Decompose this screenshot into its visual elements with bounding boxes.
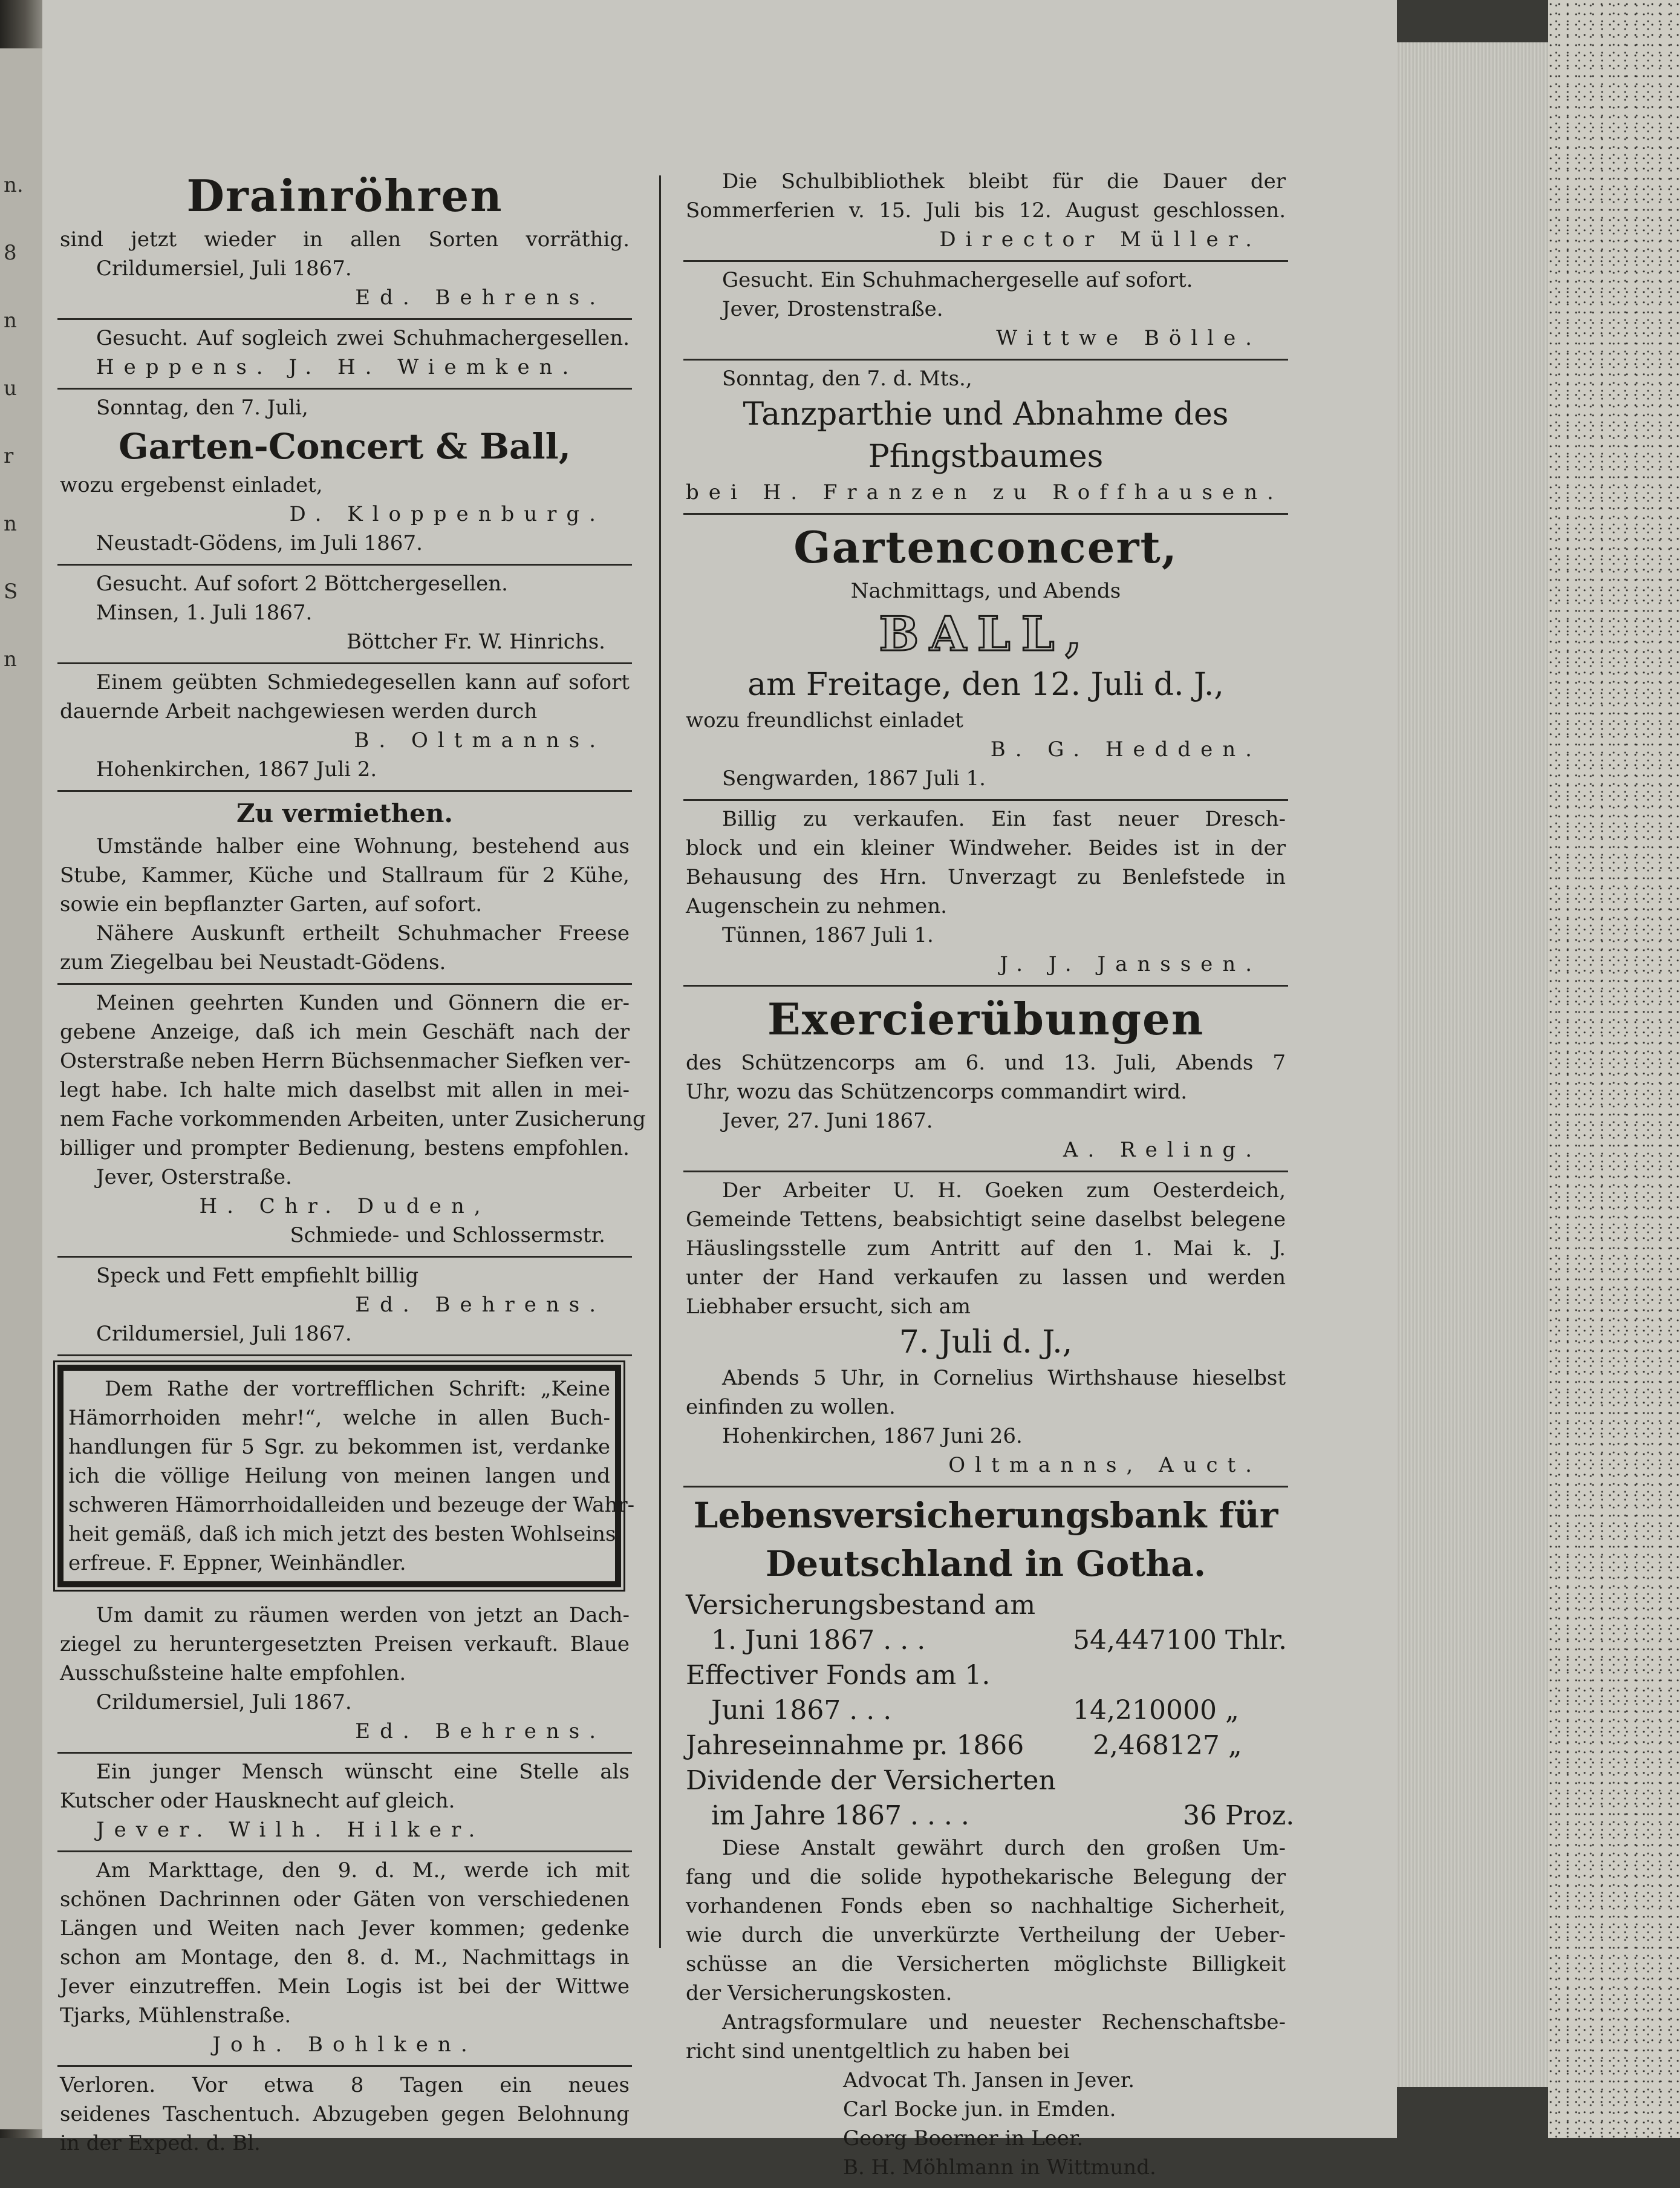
table-row: [686, 1623, 1286, 1658]
text-line: Der Arbeiter U. H. Goeken zum Oesterdeich,: [722, 1178, 1286, 1203]
text-line: Joh. Bohlken.: [212, 2033, 477, 2057]
text-line: Ein junger Mensch wünscht eine Stelle als: [96, 1760, 630, 1784]
table-cell-unit: [1227, 1763, 1286, 1798]
ad-dreschblock: [683, 801, 1288, 987]
text-line: Sonntag, den 7. Juli,: [96, 396, 308, 420]
text-line: billiger und prompter Bedienung, bestens empfohlen.: [60, 1136, 630, 1160]
text-line: block und ein kleiner Windweher. Beides ist in der: [686, 836, 1286, 860]
right-column: [683, 163, 1295, 2188]
text-line: Jever, Drostenstraße.: [722, 297, 943, 321]
text-line: legt habe. Ich halte mich daselbst mit allen in mei-: [60, 1078, 630, 1102]
prev-page-fragment: n: [4, 512, 17, 536]
ad-schmiedegeselle: [57, 664, 632, 792]
table-cell-lbl: Versicherungsbestand am: [686, 1590, 1036, 1621]
text-line: Nachmittags, und Abends: [850, 579, 1121, 603]
text-line: gebene Anzeige, daß ich mein Geschäft nach der: [60, 1020, 630, 1044]
ad-lebensversicherung: [683, 1488, 1295, 2188]
table-row: [686, 1658, 1286, 1693]
text-line: Hämorrhoiden mehr!“, welche in allen Buch-: [68, 1406, 610, 1430]
prev-page-fragment: n: [4, 647, 17, 671]
text-line: wozu ergebenst einladet,: [60, 473, 323, 497]
text-line: Stube, Kammer, Küche und Stallraum für 2 Kühe,: [60, 863, 630, 887]
text-line: wozu freundlichst einladet: [686, 708, 963, 733]
text-line: Schmiede- und Schlossermstr.: [290, 1223, 605, 1247]
text-line: Georg Boerner in Leer.: [843, 2126, 1084, 2150]
ad-garten-concert: [57, 390, 632, 566]
text-line: Behausung des Hrn. Unverzagt zu Benlefstede in: [686, 865, 1286, 889]
text-line: schüsse an die Versicherten möglichste Billigkeit: [686, 1952, 1286, 1976]
text-line: schon am Montage, den 8. d. M., Nachmittags in: [60, 1945, 630, 1970]
text-line: Ed. Behrens.: [355, 1293, 605, 1317]
page-stack-edge: [1397, 42, 1552, 2087]
column-divider: [659, 175, 661, 1948]
text-line: Gesucht. Ein Schuhmachergeselle auf sofort.: [722, 268, 1193, 292]
text-line: zum Ziegelbau bei Neustadt-Gödens.: [60, 950, 446, 975]
text-line: ich die völlige Heilung von meinen langen und: [68, 1464, 610, 1488]
text-line: Ausschußsteine halte empfohlen.: [60, 1661, 406, 1685]
text-line: Nähere Auskunft ertheilt Schuhmacher Freese: [96, 921, 630, 945]
ad-gesucht-boettcher: [57, 566, 632, 664]
text-line: Hohenkirchen, 1867 Juli 2.: [96, 757, 377, 782]
text-line: nem Fache vorkommenden Arbeiten, unter Zusicherung: [60, 1107, 646, 1131]
prev-page-fragment: n: [4, 309, 17, 333]
text-line: Gesucht. Auf sofort 2 Böttchergesellen.: [96, 572, 508, 596]
text-line: einfinden zu wollen.: [686, 1395, 896, 1419]
text-line: des Schützencorps am 6. und 13. Juli, Abends 7: [686, 1051, 1286, 1075]
text-line: richt sind unentgeltlich zu haben bei: [686, 2039, 1070, 2063]
ad-exercieruebungen: [683, 987, 1288, 1172]
text-line: Billig zu verkaufen. Ein fast neuer Dresch-: [722, 807, 1286, 831]
table-cell-lbl: im Jahre 1867 . . . .: [686, 1800, 969, 1831]
table-row: [686, 1728, 1286, 1763]
table-cell-lbl: Effectiver Fonds am 1.: [686, 1660, 991, 1691]
ad-haemorrhoiden: [57, 1365, 635, 1587]
text-line: Gesucht. Auf sogleich zwei Schuhmachergesellen.: [96, 326, 630, 350]
text-line: Ed. Behrens.: [355, 1719, 605, 1743]
text-line: fang und die solide hypothekarische Belegung der: [686, 1865, 1286, 1889]
text-line: Exercierübungen: [767, 993, 1205, 1045]
text-line: am Freitage, den 12. Juli d. J.,: [747, 667, 1224, 703]
text-line: Heppens. J. H. Wiemken.: [96, 355, 579, 379]
table-cell-val: 36: [1183, 1800, 1217, 1831]
text-line: Häuslingsstelle zum Antritt auf den 1. Mai k. J.: [686, 1236, 1286, 1261]
book-cover: [1548, 0, 1680, 2138]
text-line: Sonntag, den 7. d. Mts.,: [722, 367, 972, 391]
table-row: [686, 1588, 1286, 1623]
text-line: D. Kloppenburg.: [289, 502, 605, 526]
text-line: Jever einzutreffen. Mein Logis ist bei der Wittwe: [60, 1974, 630, 1999]
text-line: sowie ein bepflanzter Garten, auf sofort.: [60, 892, 483, 916]
previous-page-edge: [0, 48, 42, 2129]
prev-page-fragment: S: [4, 580, 18, 604]
ad-speck: [57, 1258, 632, 1356]
text-line: Jever, 27. Juni 1867.: [722, 1109, 933, 1133]
ad-gartenconcert: [683, 515, 1288, 801]
text-line: Sommerferien v. 15. Juli bis 12. August geschlossen.: [686, 198, 1286, 223]
table-cell-lbl: 1. Juni 1867 . . .: [686, 1625, 926, 1656]
ad-gesucht-schuhmacher: [57, 320, 632, 390]
text-line: ziegel zu heruntergesetzten Preisen verkauft. Blaue: [60, 1632, 630, 1656]
text-line: Ed. Behrens.: [355, 286, 605, 310]
text-line: Advocat Th. Jansen in Jever.: [843, 2068, 1135, 2092]
table-cell-val: 2,468127: [1092, 1730, 1220, 1761]
text-line: B. G. Hedden.: [990, 737, 1262, 762]
text-line: BALL,: [879, 607, 1093, 662]
table-cell-unit: Proz.: [1225, 1800, 1295, 1831]
table-cell-lbl: Juni 1867 . . .: [686, 1695, 892, 1726]
text-line: Längen und Weiten nach Jever kommen; gedenke: [60, 1916, 630, 1941]
ad-tanzparthie: [683, 361, 1288, 515]
text-line: 7. Juli d. J.,: [899, 1324, 1073, 1360]
table-cell-unit: [1217, 1658, 1286, 1693]
text-line: erfreue. F. Eppner, Weinhändler.: [68, 1551, 406, 1575]
text-line: Minsen, 1. Juli 1867.: [96, 601, 313, 625]
text-line: der Versicherungskosten.: [686, 1981, 952, 2005]
text-line: Gartenconcert,: [793, 521, 1178, 573]
text-line: Tünnen, 1867 Juli 1.: [722, 923, 934, 947]
ad-goeken: [683, 1172, 1288, 1488]
table-cell-val: [1035, 1588, 1222, 1623]
text-line: Pfingstbaumes: [868, 439, 1104, 475]
text-line: B. H. Möhlmann in Wittmund.: [843, 2155, 1156, 2180]
text-line: H. Chr. Duden,: [199, 1194, 490, 1218]
text-line: A. Reling.: [1063, 1138, 1262, 1162]
table-cell-unit: „: [1225, 1695, 1239, 1726]
ad-gesucht-schuhmachergeselle: [683, 262, 1288, 361]
text-line: unter der Hand verkaufen zu lassen und werden: [686, 1265, 1286, 1290]
text-line: Carl Bocke jun. in Emden.: [843, 2097, 1116, 2121]
prev-page-fragment: r: [4, 444, 14, 468]
prev-page-fragment: 8: [4, 241, 17, 265]
table-cell-unit: [1222, 1588, 1286, 1623]
text-line: Augenschein zu nehmen.: [686, 894, 947, 918]
text-line: dauernde Arbeit nachgewiesen werden durch: [60, 699, 538, 723]
ad-junger-mensch: [57, 1754, 632, 1852]
text-line: Hohenkirchen, 1867 Juni 26.: [722, 1424, 1023, 1448]
text-line: J. J. Janssen.: [1000, 952, 1262, 976]
text-line: schweren Hämorrhoidalleiden und bezeuge der Wahr-: [68, 1493, 635, 1517]
text-line: Liebhaber ersucht, sich am: [686, 1295, 971, 1319]
text-line: Dem Rathe der vortrefflichen Schrift: „Keine: [105, 1377, 610, 1401]
table-cell-lbl: Dividende der Versicherten: [686, 1765, 1056, 1796]
text-line: Umstände halber eine Wohnung, bestehend aus: [96, 834, 630, 858]
text-line: B. Oltmanns.: [354, 728, 605, 753]
text-line: Speck und Fett empfiehlt billig: [96, 1264, 419, 1288]
text-line: Oltmanns, Auct.: [948, 1453, 1262, 1477]
text-line: heit gemäß, daß ich mich jetzt des besten Wohlseins: [68, 1522, 616, 1546]
text-line: Einem geübten Schmiedegesellen kann auf sofort: [96, 670, 630, 694]
text-line: Gemeinde Tettens, beabsichtigt seine daselbst belegene: [686, 1207, 1286, 1232]
ad-verloren: [57, 2067, 632, 2164]
text-line: Tanzparthie und Abnahme des: [743, 396, 1229, 433]
text-line: Drainröhren: [186, 170, 503, 221]
text-line: Diese Anstalt gewährt durch den großen Um-: [722, 1836, 1286, 1860]
text-line: Crildumersiel, Juli 1867.: [96, 256, 352, 281]
prev-page-fragment: n.: [4, 173, 24, 197]
text-line: Garten-Concert & Ball,: [119, 426, 571, 467]
table-row: [686, 1798, 1295, 1834]
ad-zu-vermiethen: [57, 792, 632, 985]
ad-duden: [57, 985, 646, 1258]
text-line: Jever. Wilh. Hilker.: [96, 1818, 485, 1842]
text-line: sind jetzt wieder in allen Sorten vorräthig.: [60, 227, 630, 252]
text-line: Zu vermiethen.: [236, 798, 453, 828]
text-line: Böttcher Fr. W. Hinrichs.: [347, 630, 605, 654]
text-line: Deutschland in Gotha.: [765, 1543, 1206, 1584]
table-cell-unit: Thlr.: [1225, 1625, 1287, 1656]
text-line: in der Exped. d. Bl.: [60, 2131, 261, 2155]
text-line: vorhandenen Fonds eben so nachhaltige Sicherheit,: [686, 1894, 1286, 1918]
text-line: Kutscher oder Hausknecht auf gleich.: [60, 1789, 455, 1813]
text-line: wie durch die unverkürzte Vertheilung der Ueber-: [686, 1923, 1286, 1947]
text-line: Neustadt-Gödens, im Juli 1867.: [96, 531, 423, 555]
table-row: [686, 1693, 1286, 1728]
text-line: seidenes Taschentuch. Abzugeben gegen Belohnung: [60, 2102, 630, 2126]
text-line: Antragsformulare und neuester Rechenschaftsbe-: [722, 2010, 1286, 2034]
left-column: [57, 163, 646, 2164]
ad-dachrinnen: [57, 1852, 632, 2067]
text-line: Tjarks, Mühlenstraße.: [60, 2003, 291, 2028]
prev-page-fragment: u: [4, 376, 17, 400]
text-line: Um damit zu räumen werden von jetzt an Dach-: [96, 1603, 630, 1627]
text-line: Die Schulbibliothek bleibt für die Dauer der: [722, 169, 1286, 194]
text-line: Jever, Osterstraße.: [96, 1165, 292, 1189]
ad-dachziegel: [57, 1597, 632, 1754]
text-line: Meinen geehrten Kunden und Gönnern die er-: [96, 991, 630, 1015]
text-line: schönen Dachrinnen oder Gäten von verschiedenen: [60, 1887, 630, 1912]
text-line: Abends 5 Uhr, in Cornelius Wirthshause hieselbst: [722, 1366, 1286, 1390]
text-line: handlungen für 5 Sgr. zu bekommen ist, verdanke: [68, 1435, 610, 1459]
text-line: Verloren. Vor etwa 8 Tagen ein neues: [60, 2073, 630, 2097]
text-line: Crildumersiel, Juli 1867.: [96, 1322, 352, 1346]
text-line: Lebensversicherungsbank für: [693, 1495, 1278, 1536]
table-cell-val: [1011, 1658, 1217, 1693]
text-line: Osterstraße neben Herrn Büchsenmacher Siefken ver-: [60, 1049, 631, 1073]
text-line: Director Müller.: [939, 227, 1262, 252]
text-line: bei H. Franzen zu Roffhausen.: [686, 480, 1283, 505]
table-cell-val: 54,447100: [1073, 1625, 1217, 1656]
ad-schulbibliothek: [683, 163, 1288, 262]
text-line: Crildumersiel, Juli 1867.: [96, 1690, 352, 1714]
table-cell-val: 14,210000: [1073, 1695, 1217, 1726]
table-cell-lbl: Jahreseinnahme pr. 1866: [686, 1730, 1024, 1761]
text-line: Am Markttage, den 9. d. M., werde ich mit: [96, 1858, 630, 1883]
ad-drainroehren: [57, 163, 632, 320]
table-cell-unit: „: [1228, 1730, 1242, 1761]
text-line: Uhr, wozu das Schützencorps commandirt wird.: [686, 1080, 1187, 1104]
text-line: Sengwarden, 1867 Juli 1.: [722, 766, 986, 791]
text-line: Wittwe Bölle.: [996, 326, 1262, 350]
table-cell-val: [1056, 1763, 1227, 1798]
table-row: [686, 1763, 1286, 1798]
